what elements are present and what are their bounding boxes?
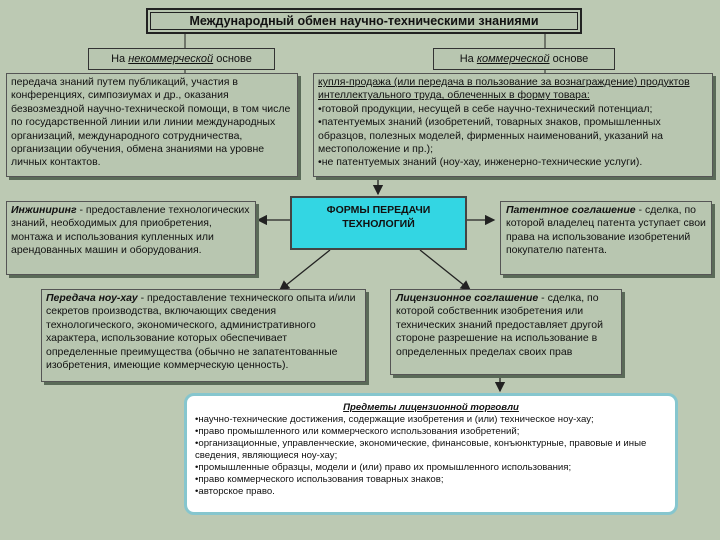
license-subjects-title: Предметы лицензионной торговли [343,402,519,413]
commercial-item: •не патентуемых знаний (ноу-хау, инженерно-технические услуги). [318,156,643,169]
knowhow-text: - предоставление технического опыта и/или секретов производства, включающих сведения технологического, экономического, административного характера, использование которых обеспечивает определенные преимущества (обычно не запатентованные изобретения, имеющие коммерческую ценность). [46,292,356,372]
knowhow-box [41,289,366,382]
center-line-1: ФОРМЫ ПЕРЕДАЧИ [326,204,431,216]
center-line-2: ТЕХНОЛОГИЙ [342,218,415,230]
technology-transfer-forms [290,196,467,250]
license-subject-text: право коммерческого использования товарных знаков; [198,474,444,485]
arrow-to-knowhow [280,250,330,290]
diagram-title [146,8,582,34]
noncommercial-header-prefix: На [111,53,129,65]
license-subject-text: авторское право. [198,486,275,497]
title-frame [150,12,578,30]
license-subject-item: •право промышленного или коммерческого использования изобретений; [195,426,520,437]
commercial-header-suffix: основе [549,53,589,65]
engineering-text: - предоставление технологических знаний, необходимых для приобретения, монтажа и использования купленных или арендованных машин и оборудования. [11,204,250,257]
engineering-term: Инжиниринг [11,204,77,216]
license-subject-text: право промышленного или коммерческого использования изобретений; [198,426,520,437]
license-subject-item: •авторское право. [195,486,275,497]
commercial-item-text: не патентуемых знаний (ноу-хау, инженерно-технические услуги). [321,156,643,169]
noncommercial-header [88,48,275,70]
knowhow-term: Передача ноу-хау [46,292,138,304]
title-text: Международный обмен научно-техническими знаниями [189,14,539,28]
license-subject-text: организационные, управленческие, экономические, финансовые, конъюнктурные, правовые и иные сведения, являющиеся ноу-хау; [195,438,647,461]
patent-agreement-box [500,201,712,275]
arrow-to-license [420,250,470,290]
license-text: - сделка, по которой собственник изобретения или технических знаний предоставляет другой стороне разрешение на использование в определенных пределах своих прав [396,292,603,358]
commercial-intro: купля-продажа (или передача в пользование за вознаграждение) продуктов интеллектуального труда, облеченных в форму товара: [318,76,690,102]
commercial-item: •готовой продукции, несущей в себе научно-технический потенциал; [318,102,653,115]
engineering-box [6,201,256,275]
license-agreement-box [390,289,622,375]
license-term: Лицензионное соглашение [396,292,539,304]
patent-text: - сделка, по которой владелец патента уступает свои права на использование изобретений покупателю патента. [506,204,706,257]
commercial-item: •патентуемых знаний (изобретений, товарных знаков, промышленных образцов, полезных моделей, фирменных наименований, указаний на местоположение и пр.); [318,116,663,156]
license-subjects-box [184,393,678,515]
noncommercial-header-suffix: основе [213,53,252,65]
license-subject-text: научно-технические достижения, содержащие изобретения и (или) техническое ноу-хау; [198,414,594,425]
license-subject-item: •научно-технические достижения, содержащие изобретения и (или) техническое ноу-хау; [195,414,594,425]
license-subject-item: •право коммерческого использования товарных знаков; [195,474,444,485]
patent-term: Патентное соглашение [506,204,636,216]
commercial-item-text: патентуемых знаний (изобретений, товарных знаков, промышленных образцов, полезных моделей, фирменных наименований, указаний на местоположение и пр.); [318,116,663,156]
noncommercial-header-emph: некоммерческой [128,53,214,65]
license-subject-text: промышленные образцы, модели и (или) право их промышленного использования; [198,462,572,473]
license-subject-item: •организационные, управленческие, экономические, финансовые, конъюнктурные, правовые и иные сведения, являющиеся ноу-хау; [195,438,647,461]
license-subject-item: •промышленные образцы, модели и (или) право их промышленного использования; [195,462,572,473]
commercial-header [433,48,615,70]
commercial-header-prefix: На [459,53,477,65]
noncommercial-box [6,73,298,177]
noncommercial-text: передача знаний путем публикаций, участия в конференциях, симпозиумах и др., оказания безвозмездной научно-технической помощи, в том числе по государственной линии или линии международных организаций, международного сотрудничества, организации обучения, обмена знаниями на уровне личных контактов. [11,76,291,169]
commercial-box [313,73,713,177]
commercial-item-text: готовой продукции, несущей в себе научно-технический потенциал; [321,102,653,115]
commercial-header-emph: коммерческой [476,53,550,65]
